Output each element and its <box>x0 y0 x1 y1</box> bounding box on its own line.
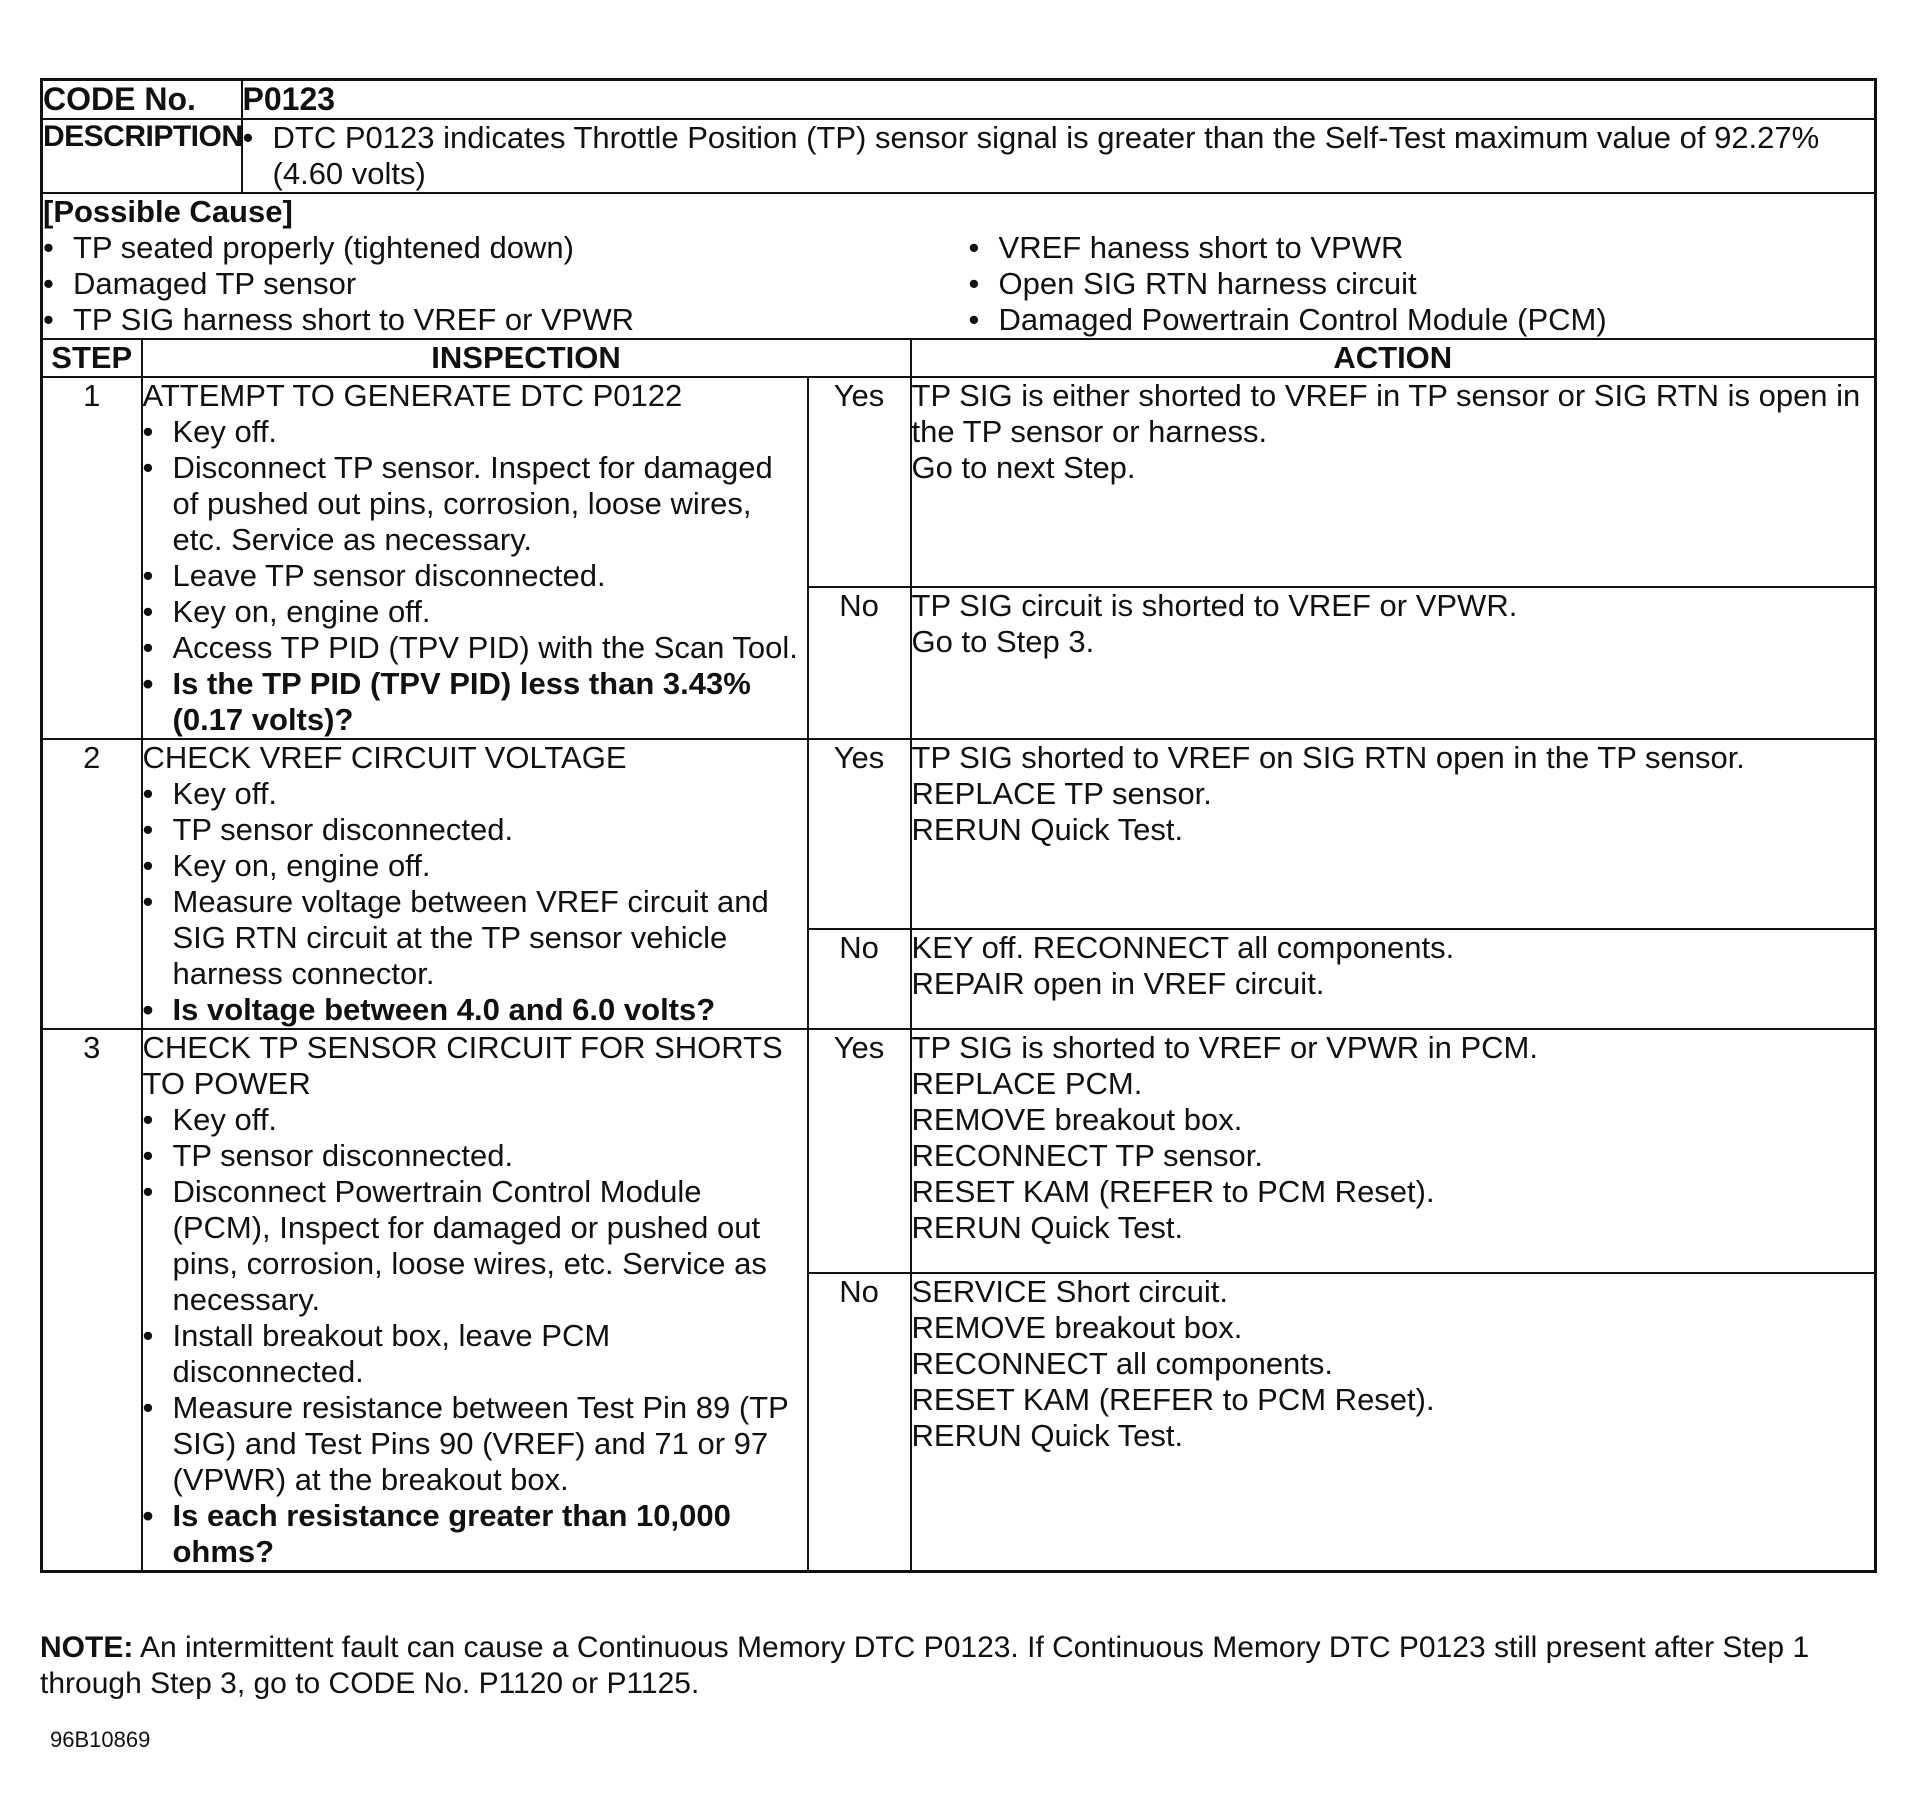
possible-cause-row <box>42 193 1876 339</box>
action-line: RECONNECT TP sensor. <box>911 1138 1263 1173</box>
yes-label: Yes <box>808 1029 911 1273</box>
list-item <box>143 666 807 738</box>
action-line: SERVICE Short circuit. <box>911 1274 1228 1309</box>
list-item <box>143 992 807 1028</box>
inspection-item: Install breakout box, leave PCM disconnected. <box>172 1318 611 1389</box>
bullet: • <box>142 1174 154 1209</box>
action-line: TP SIG is either shorted to VREF in TP sensor or SIG RTN is open in the TP sensor or harness. <box>911 378 1861 449</box>
list-item <box>43 266 949 302</box>
action-line: TP SIG circuit is shorted to VREF or VPWR. <box>911 588 1518 623</box>
cause-text: Damaged Powertrain Control Module (PCM) <box>998 302 1607 337</box>
possible-cause-right <box>949 230 1875 338</box>
note <box>40 1630 1880 1702</box>
bullet: • <box>142 776 154 811</box>
yes-label: Yes <box>808 739 911 929</box>
inspection-item: Disconnect Powertrain Control Module (PCM), Inspect for damaged or pushed out pins, corrosion, loose wires, etc. Service as necessary. <box>172 1174 767 1317</box>
inspection-item: TP sensor disconnected. <box>172 1138 514 1173</box>
action-line: KEY off. RECONNECT all components. <box>911 930 1455 965</box>
no-label: No <box>808 929 911 1029</box>
bullet: • <box>968 230 980 265</box>
cause-text: TP SIG harness short to VREF or VPWR <box>73 302 635 337</box>
action-header: ACTION <box>911 339 1876 377</box>
code-row <box>42 80 1876 120</box>
action-line: REMOVE breakout box. <box>911 1102 1243 1137</box>
list-item <box>143 776 807 812</box>
bullet: • <box>142 1318 154 1353</box>
list-item <box>969 302 1875 338</box>
action-line: REMOVE breakout box. <box>911 1310 1243 1345</box>
action-line: Go to Step 3. <box>911 624 1095 659</box>
inspection-question: Is each resistance greater than 10,000 ohms? <box>172 1498 731 1569</box>
action-line: RERUN Quick Test. <box>911 1210 1184 1245</box>
inspection-cell <box>142 1029 808 1572</box>
bullet: • <box>142 414 154 449</box>
list-item <box>143 1102 807 1138</box>
figure-id: 96B10869 <box>50 1727 151 1752</box>
inspection-item: Key on, engine off. <box>172 848 431 883</box>
step-row-yes <box>42 739 1876 929</box>
action-line: TP SIG is shorted to VREF or VPWR in PCM. <box>911 1030 1538 1065</box>
step-header: STEP <box>42 339 142 377</box>
inspection-item: Disconnect TP sensor. Inspect for damaged of pushed out pins, corrosion, loose wires, etc. Service as necessary. <box>172 450 773 557</box>
list-item <box>143 812 807 848</box>
yes-label: Yes <box>808 377 911 587</box>
action-line: REPLACE TP sensor. <box>911 776 1212 811</box>
list-item <box>143 1138 807 1174</box>
inspection-header: INSPECTION <box>142 339 911 377</box>
step-row-yes <box>42 1029 1876 1273</box>
no-label: No <box>808 587 911 739</box>
bullet: • <box>142 630 154 665</box>
step-number: 3 <box>42 1029 142 1572</box>
list-item <box>143 884 807 992</box>
possible-cause-title: [Possible Cause] <box>43 194 293 229</box>
list-item <box>143 1174 807 1318</box>
cause-text: VREF haness short to VPWR <box>998 230 1404 265</box>
inspection-item: Leave TP sensor disconnected. <box>172 558 606 593</box>
yes-action <box>911 377 1876 587</box>
bullet: • <box>142 558 154 593</box>
action-line: RESET KAM (REFER to PCM Reset). <box>911 1382 1435 1417</box>
bullet: • <box>142 666 154 701</box>
list-item <box>969 266 1875 302</box>
no-label: No <box>808 1273 911 1572</box>
inspection-title: ATTEMPT TO GENERATE DTC P0122 <box>142 378 683 413</box>
list-item <box>43 302 949 338</box>
description-label: DESCRIPTION <box>42 119 242 193</box>
inspection-item: TP sensor disconnected. <box>172 812 514 847</box>
description-text: DTC P0123 indicates Throttle Position (TP) sensor signal is greater than the Self-Test maximum value of 92.27% (4.60 volts) <box>272 120 1820 191</box>
no-action <box>911 1273 1876 1572</box>
bullet: • <box>142 1102 154 1137</box>
code-value: P0123 <box>242 80 1876 120</box>
list-item <box>143 630 807 666</box>
bullet: • <box>142 450 154 485</box>
action-line: RESET KAM (REFER to PCM Reset). <box>911 1174 1435 1209</box>
possible-cause-left <box>43 230 949 338</box>
inspection-item: Key off. <box>172 776 278 811</box>
bullet: • <box>142 594 154 629</box>
list-item <box>143 450 807 558</box>
action-line: TP SIG shorted to VREF on SIG RTN open in the TP sensor. <box>911 740 1745 775</box>
yes-action <box>911 739 1876 929</box>
inspection-item: Key on, engine off. <box>172 594 431 629</box>
bullet: • <box>968 302 980 337</box>
bullet: • <box>968 266 980 301</box>
cause-text: TP seated properly (tightened down) <box>73 230 574 265</box>
column-header-row <box>42 339 1876 377</box>
inspection-item: Measure voltage between VREF circuit and SIG RTN circuit at the TP sensor vehicle harness connector. <box>172 884 769 991</box>
action-line: RERUN Quick Test. <box>911 1418 1184 1453</box>
inspection-question: Is voltage between 4.0 and 6.0 volts? <box>172 992 716 1027</box>
inspection-cell <box>142 739 808 1029</box>
action-line: Go to next Step. <box>911 450 1136 485</box>
list-item <box>143 1390 807 1498</box>
bullet: • <box>142 884 154 919</box>
action-line: RERUN Quick Test. <box>911 812 1184 847</box>
code-label: CODE No. <box>42 80 242 120</box>
inspection-item: Measure resistance between Test Pin 89 (TP SIG) and Test Pins 90 (VREF) and 71 or 97 (VPWR) at the breakout box. <box>172 1390 789 1497</box>
possible-cause-cell <box>42 193 1876 339</box>
bullet: • <box>142 812 154 847</box>
action-line: REPLACE PCM. <box>911 1066 1143 1101</box>
description-row <box>42 119 1876 193</box>
inspection-item: Key off. <box>172 414 278 449</box>
list-item <box>143 1498 807 1570</box>
action-line: RECONNECT all components. <box>911 1346 1334 1381</box>
list-item <box>143 848 807 884</box>
note-text: An intermittent fault can cause a Continuous Memory DTC P0123. If Continuous Memory DTC P0123 still present after Step 1 through Step 3, go to CODE No. P1120 or P1125. <box>40 1631 1810 1700</box>
list-item <box>143 1318 807 1390</box>
description-cell <box>242 119 1876 193</box>
no-action <box>911 587 1876 739</box>
action-line: REPAIR open in VREF circuit. <box>911 966 1325 1001</box>
bullet: • <box>142 848 154 883</box>
inspection-item: Key off. <box>172 1102 278 1137</box>
inspection-title: CHECK VREF CIRCUIT VOLTAGE <box>142 740 627 775</box>
step-number: 1 <box>42 377 142 739</box>
bullet: • <box>43 302 54 337</box>
bullet: • <box>142 1138 154 1173</box>
step-number: 2 <box>42 739 142 1029</box>
bullet: • <box>142 1390 154 1425</box>
note-label: NOTE: <box>40 1631 134 1664</box>
list-item <box>143 594 807 630</box>
diagnostic-page <box>40 78 1874 1573</box>
list-item <box>43 230 949 266</box>
bullet: • <box>142 1498 154 1533</box>
list-item <box>143 558 807 594</box>
yes-action <box>911 1029 1876 1273</box>
cause-text: Damaged TP sensor <box>73 266 357 301</box>
diagnostic-table <box>40 78 1877 1573</box>
bullet: • <box>43 266 54 301</box>
list-item <box>143 414 807 450</box>
cause-text: Open SIG RTN harness circuit <box>998 266 1417 301</box>
list-item <box>969 230 1875 266</box>
inspection-question: Is the TP PID (TPV PID) less than 3.43% (0.17 volts)? <box>172 666 751 737</box>
bullet: • <box>242 120 254 155</box>
no-action <box>911 929 1876 1029</box>
bullet: • <box>43 230 54 265</box>
inspection-item: Access TP PID (TPV PID) with the Scan Tool. <box>172 630 798 665</box>
bullet: • <box>142 992 154 1027</box>
inspection-title: CHECK TP SENSOR CIRCUIT FOR SHORTS TO POWER <box>142 1030 783 1101</box>
inspection-cell <box>142 377 808 739</box>
step-row-yes <box>42 377 1876 587</box>
